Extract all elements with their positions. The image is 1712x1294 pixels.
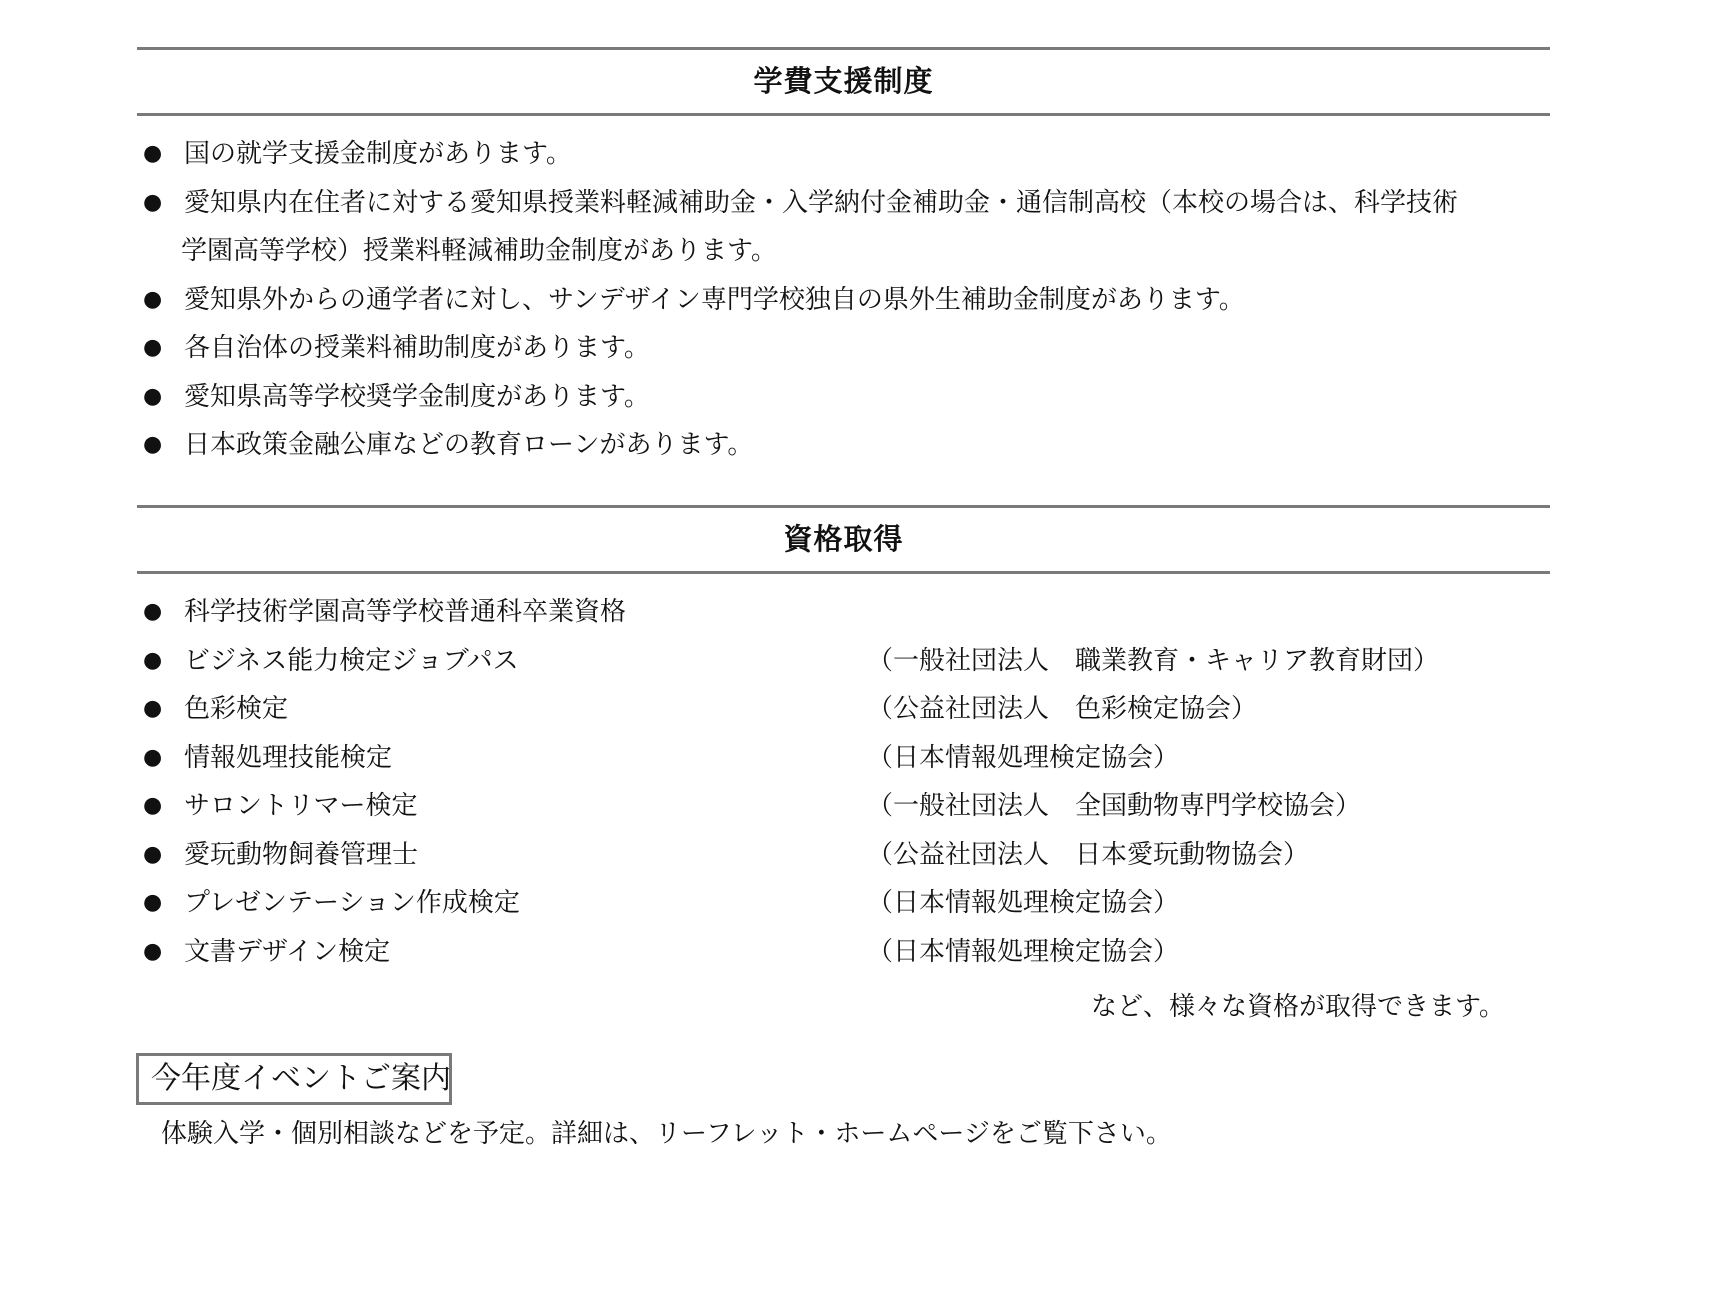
qualification-name: 愛玩動物飼養管理士 xyxy=(184,839,419,870)
qualification-name: 色彩検定 xyxy=(184,694,289,724)
list-item-continuation: 学園高等学校）授業料軽減補助金制度があります。 xyxy=(181,236,777,266)
bullet-icon: ● xyxy=(143,189,163,215)
bottom-rule xyxy=(137,571,1550,574)
bullet-icon: ● xyxy=(143,286,163,312)
events-title: 今年度イベントご案内 xyxy=(151,1061,451,1096)
qualification-org: （日本情報処理検定協会） xyxy=(867,936,1180,967)
events-text: 体験入学・個別相談などを予定。詳細は、リーフレット・ホームページをご覧下さい。 xyxy=(161,1119,1172,1149)
qualification-org: （公益社団法人 日本愛玩動物協会） xyxy=(867,839,1310,870)
bullet-icon: ● xyxy=(143,432,163,457)
bullet-icon: ● xyxy=(143,383,163,409)
qualification-name: ビジネス能力検定ジョブパス xyxy=(184,645,519,676)
list-item xyxy=(137,831,1550,880)
qualification-org: （日本情報処理検定協会） xyxy=(867,742,1180,773)
list-item xyxy=(137,130,1550,179)
qualification-name: 科学技術学園高等学校普通科卒業資格 xyxy=(184,597,627,627)
bottom-rule xyxy=(137,113,1550,116)
qualifications-section xyxy=(137,505,1550,976)
list-item xyxy=(137,928,1550,977)
list-item xyxy=(137,685,1550,734)
support-section xyxy=(137,47,1550,470)
list-item-text: 日本政策金融公庫などの教育ローンがあります。 xyxy=(184,430,754,460)
bullet-icon: ● xyxy=(143,793,163,818)
list-item xyxy=(137,637,1550,686)
bullet-icon: ● xyxy=(143,744,163,770)
list-item xyxy=(137,179,1550,276)
bullet-icon: ● xyxy=(143,647,163,673)
qualifications-heading: 資格取得 xyxy=(783,522,904,556)
list-item xyxy=(137,373,1550,422)
bullet-icon: ● xyxy=(143,599,163,624)
qualification-org: （日本情報処理検定協会） xyxy=(867,888,1180,918)
qualification-org: （一般社団法人 全国動物専門学校協会） xyxy=(867,791,1362,821)
qualification-name: サロントリマー検定 xyxy=(184,791,418,821)
list-item-text: 愛知県内在住者に対する愛知県授業料軽減補助金・入学納付金補助金・通信制高校（本校の場合は、科学技術 xyxy=(184,187,1459,218)
qualifications-list xyxy=(137,588,1550,976)
list-item-text: 国の就学支援金制度があります。 xyxy=(184,139,572,169)
list-item xyxy=(137,879,1550,928)
bullet-icon: ● xyxy=(143,696,163,721)
qualification-org: （一般社団法人 職業教育・キャリア教育財団） xyxy=(867,645,1440,676)
list-item xyxy=(137,588,1550,637)
bullet-icon: ● xyxy=(143,890,163,915)
events-title-box xyxy=(136,1053,452,1105)
list-item-text: 各自治体の授業料補助制度があります。 xyxy=(184,333,650,363)
list-item xyxy=(137,782,1550,831)
list-item xyxy=(137,324,1550,373)
bullet-icon: ● xyxy=(143,141,163,166)
qualification-org: （公益社団法人 色彩検定協会） xyxy=(867,694,1258,724)
qualification-name: 情報処理技能検定 xyxy=(184,742,393,773)
support-heading: 学費支援制度 xyxy=(753,64,934,98)
list-item xyxy=(137,421,1550,470)
list-item-text: 愛知県外からの通学者に対し、サンデザイン専門学校独自の県外生補助金制度があります。 xyxy=(184,284,1245,315)
qualification-name: 文書デザイン検定 xyxy=(184,936,391,967)
qualification-name: プレゼンテーション作成検定 xyxy=(184,888,520,918)
support-list xyxy=(137,130,1550,470)
bullet-icon: ● xyxy=(143,841,163,867)
bullet-icon: ● xyxy=(143,938,163,964)
list-item-text: 愛知県高等学校奨学金制度があります。 xyxy=(184,381,650,412)
qualifications-closing: など、様々な資格が取得できます。 xyxy=(1091,992,1505,1022)
list-item xyxy=(137,276,1550,325)
bullet-icon: ● xyxy=(143,335,163,360)
list-item xyxy=(137,734,1550,783)
